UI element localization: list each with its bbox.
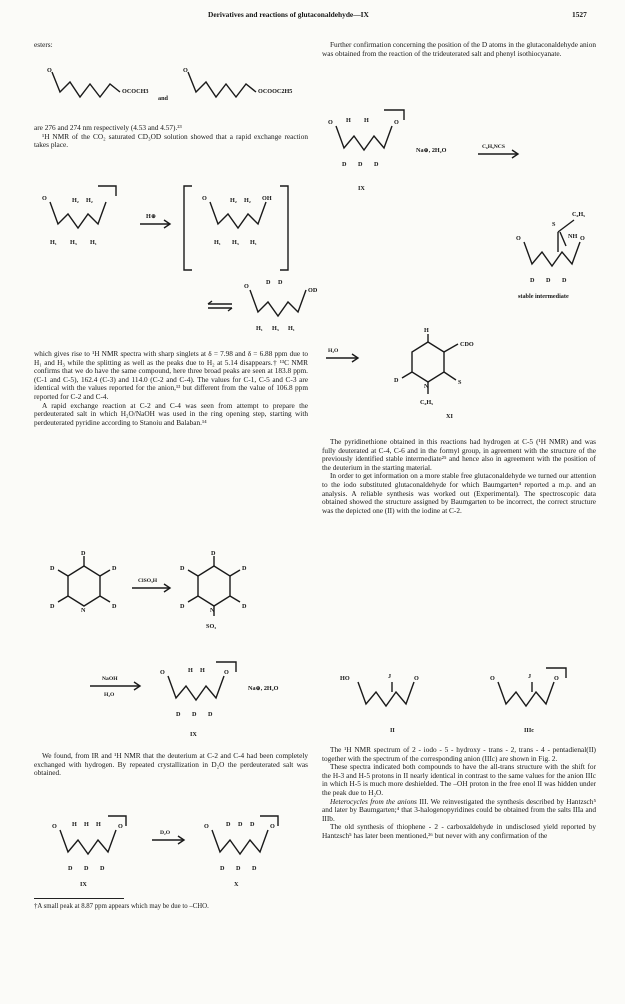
h2o-reagent: H₂O (328, 348, 339, 354)
o-atom: O (516, 235, 521, 242)
h-atom: H (200, 667, 205, 674)
clso3h-reagent: ClSO₃H (138, 578, 158, 584)
h1-label: H₁ (214, 239, 221, 246)
iodo-compounds-scheme (318, 648, 608, 738)
d-atom: D (68, 865, 73, 872)
compound-xi-label: XI (446, 413, 453, 420)
o-atom: O (47, 67, 52, 74)
o-atom: O (52, 823, 57, 830)
h-atom: H (346, 117, 351, 124)
compound-ix-label: IX (358, 185, 365, 192)
o-atom: O (204, 823, 209, 830)
esters-structures (30, 52, 310, 122)
h2o-reagent: H₂O (104, 692, 115, 698)
o-atom: O (42, 195, 47, 202)
o-atom: O (202, 195, 207, 202)
o-atom: O (554, 675, 559, 682)
d-atom: D (208, 711, 213, 718)
d-atom: D (176, 711, 181, 718)
d-atom: D (266, 279, 271, 286)
sodium-water-label: Na⊕, 2H₂O (248, 685, 279, 692)
o-atom: O (183, 67, 188, 74)
h1-label: H₁ (250, 239, 257, 246)
ho-label: HO (340, 675, 350, 682)
h1-label: H₁ (288, 325, 295, 332)
footnote: †A small peak at 8.87 ppm appears which may be due to –CHO. (34, 903, 209, 910)
d-atom: D (112, 565, 117, 572)
o-atom: O (490, 675, 495, 682)
h-atom: H (96, 821, 101, 828)
d-atom: D (242, 565, 247, 572)
iodine-label: J (388, 673, 392, 680)
ring-opening-scheme (30, 650, 320, 740)
d-atom: D (220, 865, 225, 872)
d-atom: D (180, 603, 185, 610)
n-atom: N (424, 383, 429, 390)
d-atom: D (238, 821, 243, 828)
h3-label: H₃ (232, 239, 239, 246)
o-atom: O (414, 675, 419, 682)
compound-ix-label: IX (190, 731, 197, 738)
running-header: Derivatives and reactions of glutaconaldehyde—IX (208, 10, 369, 19)
d-atom: D (250, 821, 255, 828)
d2o-exchange-scheme (34, 800, 304, 890)
d-atom: D (50, 565, 55, 572)
d-atom: D (252, 865, 257, 872)
h1-label: H₁ (50, 239, 57, 246)
o-atom: O (244, 283, 249, 290)
nh-label: NH (568, 233, 578, 240)
footnote-rule (34, 898, 124, 899)
isothiocyanate-reaction-scheme (318, 92, 608, 312)
n-atom: N (81, 607, 86, 614)
o-atom: O (270, 823, 275, 830)
h-atom: H (84, 821, 89, 828)
ester2-label: OCOOC2H5 (258, 88, 293, 95)
c6h5-label: C₆H₅ (420, 399, 433, 406)
d-atom: D (226, 821, 231, 828)
h2-label: H₂ (244, 197, 251, 204)
d-atom: D (242, 603, 247, 610)
o-atom: O (118, 823, 123, 830)
d-atom: D (546, 277, 551, 284)
heterocycles-heading: Heterocycles from the anions (330, 796, 417, 806)
o-atom: O (580, 235, 585, 242)
c6h5-label: C₆H₅ (572, 211, 585, 218)
d-atom: D (342, 161, 347, 168)
h-atom: H (364, 117, 369, 124)
h-atom: H (188, 667, 193, 674)
and-label: and (158, 95, 168, 102)
d-atom: D (100, 865, 105, 872)
pyridine-sulfonation-scheme (34, 548, 304, 638)
right-para-2: The pyridinethione obtained in this reactions had hydrogen at C-5 (¹H NMR) and was fully deuterated at C-4, C-6 and in the formyl group, in agreement with the structure of the previously identified stable intermediate²⁵ and hence also in agreement with the position of the deuterium in the starting material. In order to get information on a more stable free glutaconaldehyde we turned our attention to the iodo substituted glutaconaldehyde for which Baumgarten⁴ reported a m.p. and an analysis. A reliable synthesis was worked out (Experimental). The spectroscopic data obtained showed the structure assigned by Baumgarten to be incorrect, the correct structure was the depicted one (II) with the iodine at C-2. (322, 437, 596, 515)
d-atom: D (84, 865, 89, 872)
h3-label: H₃ (272, 325, 279, 332)
d-atom: D (180, 565, 185, 572)
d-atom: D (530, 277, 535, 284)
d-atom: D (112, 603, 117, 610)
h2-label: H₂ (72, 197, 79, 204)
right-para-3: The ¹H NMR spectrum of 2 - iodo - 5 - hydroxy - trans - 2, trans - 4 - pentadienal(II) together with the spectrum of the corresponding anion (IIIc) are shown in Fig. 2. These spectra indicated both compounds to have the all-trans structure with the shift for the H-3 and H-5 protons in II nearly identical in contrast to the same values for the anion IIIc in which H-5 is much more deshielded. The –OH proton in the free enol II was hidden under the peak due to H₂O. Heterocycles from the anions III. We reinvestigated the synthesis described by Hantzsch⁵ and later by Baumgarten;⁴ that 3-halogenopyridines could be obtained from the salts IIIa and IIIb. The old synthesis of thiophene - 2 - carboxaldehyde in undisclosed yield reported by Hantzsch⁵ has later been mentioned,²⁶ but never with any confirmation of the (322, 745, 596, 840)
ester1-label: OCOCH3 (122, 88, 149, 95)
stable-intermediate-label: stable intermediate (518, 293, 569, 300)
d-atom: D (211, 550, 216, 557)
c6h5ncs-reagent: C₆H₅NCS (482, 144, 505, 150)
d-atom: D (394, 377, 399, 384)
o-atom: O (160, 669, 165, 676)
h2-label: H₂ (230, 197, 237, 204)
oh-label: OH (262, 195, 272, 202)
d-atom: D (81, 550, 86, 557)
d-atom: D (374, 161, 379, 168)
d-atom: D (278, 279, 283, 286)
n-atom: N (210, 607, 215, 614)
compound-ii-label: II (390, 727, 395, 734)
left-para-2: which gives rise to ¹H NMR spectra with sharp singlets at δ = 7.98 and δ = 6.88 ppm due to H₁ and H₃ while the splitting as well as the peaks due to H₂ at 5.14 disappears.† ¹³C NMR confirms that we do have the same compound, here three broad peaks are seen at 183.8 ppm. (C-1 and C-5), 162.4 (C-3) and 114.0 (C-2 and C-4). The values for C-1, C-5 and C-3 are identical with the values reported for the anion,¹³ but different from the value of 106.8 ppm reported for C-2 and C-4. A rapid exchange reaction at C-2 and C-4 was seen from attempt to prepare the perdeuterated salt in which H₂O/NaOH was used in the ring opening step, starting with perdeuterated pyridine according to Stanoiu and Balaban.¹⁴ (34, 349, 308, 427)
left-para-3: We found, from IR and ¹H NMR that the deuterium at C-2 and C-4 had been completely exchanged with hydrogen. By repeated crystallization in D₂O the perdeuterated salt was obtained. (34, 751, 308, 778)
h-plus-label: H⊕ (146, 213, 156, 220)
h3-label: H₃ (70, 239, 77, 246)
compound-iiic-label: IIIc (524, 727, 534, 734)
exchange-reaction-scheme (30, 180, 320, 340)
d2o-reagent: D₂O (160, 830, 171, 836)
compound-ix-label: IX (80, 881, 87, 888)
page-number: 1527 (572, 10, 587, 19)
o-atom: O (328, 119, 333, 126)
sodium-water-label: Na⊕, 2H₂O (416, 147, 447, 154)
h2-label: H₂ (86, 197, 93, 204)
h1-label: H₁ (256, 325, 263, 332)
iodine-label: J (528, 673, 532, 680)
d-atom: D (562, 277, 567, 284)
cdo-label: CDO (460, 341, 474, 348)
right-para-1: Further confirmation concerning the position of the D atoms in the glutaconaldehyde anion was obtained from the reaction of the trideuterated salt and phenyl isothiocyanate. (322, 40, 596, 58)
esters-label: esters: (34, 40, 53, 49)
d-atom: D (358, 161, 363, 168)
d-atom: D (192, 711, 197, 718)
o-atom: O (394, 119, 399, 126)
o-atom: O (224, 669, 229, 676)
pyridinethione-scheme (318, 322, 608, 422)
left-para-1: are 276 and 274 nm respectively (4.53 and 4.57).²³ ¹H NMR of the CO₂ saturated CD₃OD solution showed that a rapid exchange reaction takes place. (34, 123, 308, 150)
h1-label: H₁ (90, 239, 97, 246)
od-label: OD (308, 287, 318, 294)
naoh-reagent: NaOH (102, 676, 118, 682)
d-atom: D (50, 603, 55, 610)
h-atom: H (424, 327, 429, 334)
s-atom: S (458, 379, 462, 386)
so3-label: SO₃ (206, 623, 217, 630)
d-atom: D (236, 865, 241, 872)
s-atom: S (552, 221, 556, 228)
compound-x-label: X (234, 881, 239, 888)
h-atom: H (72, 821, 77, 828)
